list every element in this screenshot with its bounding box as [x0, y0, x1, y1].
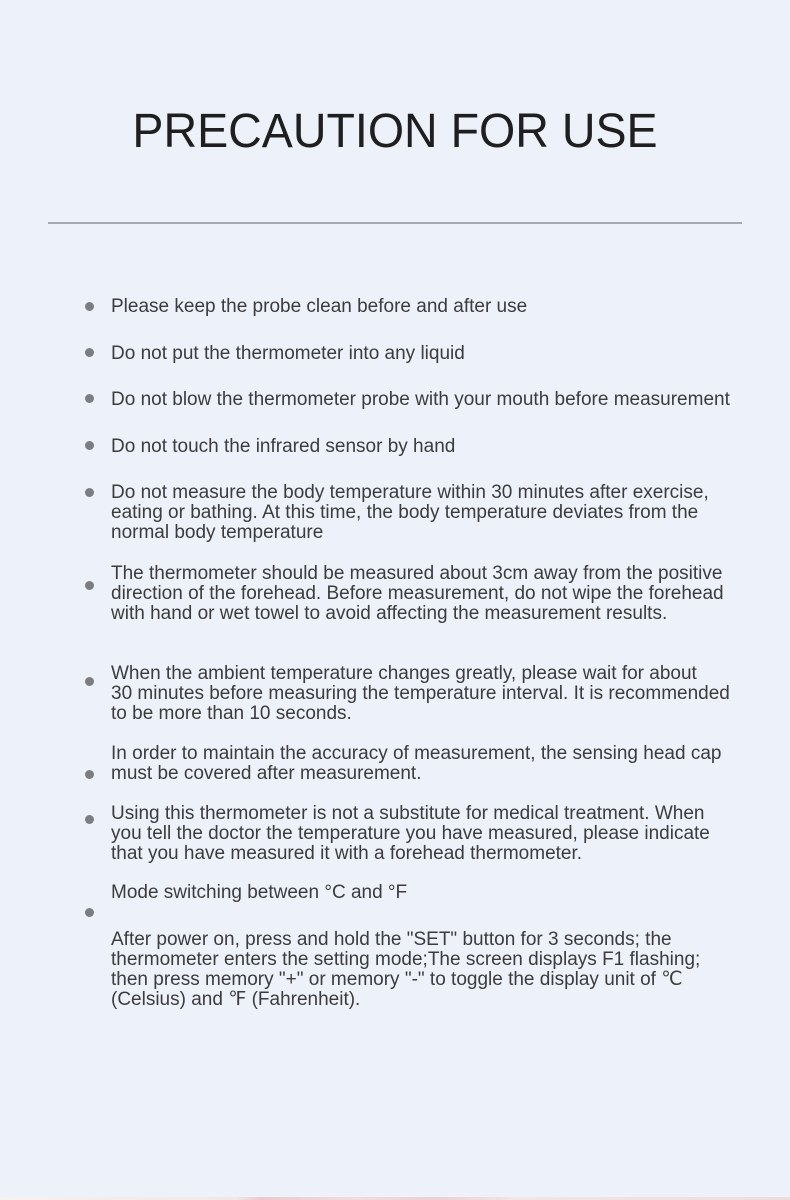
bullet-icon	[85, 908, 94, 917]
bullet-icon	[85, 394, 94, 403]
item-text: Mode switching between °C and °F	[111, 882, 408, 903]
bullet-icon	[85, 488, 94, 497]
bullet-icon	[85, 815, 94, 824]
item-text: Please keep the probe clean before and after use	[111, 296, 528, 317]
bullet-icon	[85, 348, 94, 357]
bullet-icon	[85, 581, 94, 590]
item-text: When the ambient temperature changes greatly, please wait for about 30 minutes before measuring the temperature interval. It is recommended to be more than 10 seconds.	[111, 663, 730, 724]
item-text: Do not touch the infrared sensor by hand	[111, 436, 456, 457]
bullet-icon	[85, 302, 94, 311]
item-text: Do not blow the thermometer probe with your mouth before measurement	[111, 389, 730, 410]
item-text: The thermometer should be measured about 3cm away from the positive direction of the forehead. Before measurement, do not wipe the forehead with hand or wet towel to avoid affecting the measurement results.	[111, 563, 724, 624]
bullet-icon	[85, 770, 94, 779]
item-text: Do not measure the body temperature within 30 minutes after exercise, eating or bathing. At this time, the body temperature deviates from the normal body temperature	[111, 482, 709, 543]
bullet-icon	[85, 677, 94, 686]
item-text: Do not put the thermometer into any liquid	[111, 343, 465, 364]
bullet-icon	[85, 441, 94, 450]
mode-detail-text: After power on, press and hold the "SET" button for 3 seconds; the thermometer enters the setting mode;The screen displays F1 flashing; then press memory "+" or memory "-" to toggle the display unit of ℃ (Celsius) and ℉ (Fahrenheit).	[111, 929, 701, 1010]
item-text: Using this thermometer is not a substitute for medical treatment. When you tell the doctor the temperature you have measured, please indicate that you have measured it with a forehead thermometer.	[111, 803, 710, 864]
title-divider	[48, 222, 742, 224]
page-title: PRECAUTION FOR USE	[132, 105, 658, 158]
item-text: In order to maintain the accuracy of measurement, the sensing head cap must be covered after measurement.	[111, 743, 722, 784]
